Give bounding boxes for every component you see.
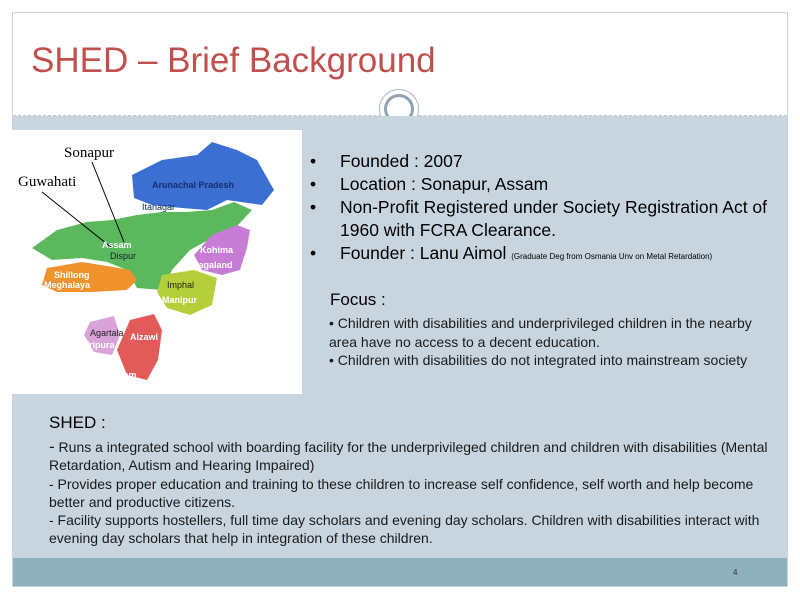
fact-list <box>308 150 788 268</box>
page-number: 4 <box>733 568 738 577</box>
map-text-dispur: Dispur <box>110 251 137 261</box>
slide-title: SHED – Brief Background <box>31 41 436 80</box>
shed-body <box>49 438 769 548</box>
map-text-imphal: Imphal <box>167 280 195 290</box>
shed-item-2: - Provides proper education and training to these children to increase self confidence, self worth and help become better and productive citizens. <box>49 475 754 510</box>
map-graphic <box>12 130 302 394</box>
shed-heading: SHED : <box>49 413 106 432</box>
map-text-itanagar: Itanagar <box>142 202 176 212</box>
focus-body <box>329 314 769 370</box>
fact-founded: • Founded : 2007 <box>310 151 463 171</box>
focus-item-2: • Children with disabilities do not integrated into mainstream society <box>329 352 748 368</box>
map-text-arunachal: Arunachal Pradesh <box>152 180 235 190</box>
map-label-sonapur: Sonapur <box>64 145 114 161</box>
founder-note: (Graduate Deg from Osmania Unv on Metal Retardation) <box>511 252 713 261</box>
map-text-tripura: Tripura <box>84 340 115 350</box>
map-text-aizawl: Aizawl <box>130 332 159 342</box>
shed-item-3: - Facility supports hostellers, full time day scholars and evening day scholars. Children with disabilities interact with evening day scholars that help in integration of these children. <box>49 512 760 547</box>
map-text-manipur: Manipur <box>162 295 197 305</box>
map-text-meghalaya: Meghalaya <box>44 280 91 290</box>
footer-band <box>13 558 787 586</box>
map-text-agartala: Agartala <box>90 328 124 338</box>
map-text-nagaland: Nagaland <box>192 260 233 270</box>
map-label-guwahati: Guwahati <box>18 174 77 190</box>
map-text-mizoram: Mizoram <box>100 370 137 380</box>
map-text-shillong: Shillong <box>54 270 90 280</box>
focus-item-1: • Children with disabilities and underprivileged children in the nearby area have no access to a decent education. <box>329 315 752 350</box>
fact-founder: • Founder : Lanu Aimol (Graduate Deg from Osmania Unv on Metal Retardation) <box>310 243 713 263</box>
map-text-assam: Assam <box>102 240 132 250</box>
focus-heading: Focus : <box>330 290 386 309</box>
region-arunachal-pradesh <box>132 142 274 210</box>
region-manipur <box>157 270 217 315</box>
shed-item-1: - Runs a integrated school with boarding facility for the underprivileged children and children with disabilities (Mental Retardation, Autism and Hearing Impaired) <box>49 437 768 474</box>
northeast-india-map <box>12 130 302 394</box>
fact-registration: • Non-Profit Registered under Society Registration Act of 1960 with FCRA Clearance. <box>310 197 768 240</box>
fact-location: • Location : Sonapur, Assam <box>310 174 549 194</box>
map-text-kohima: Kohima <box>200 245 234 255</box>
